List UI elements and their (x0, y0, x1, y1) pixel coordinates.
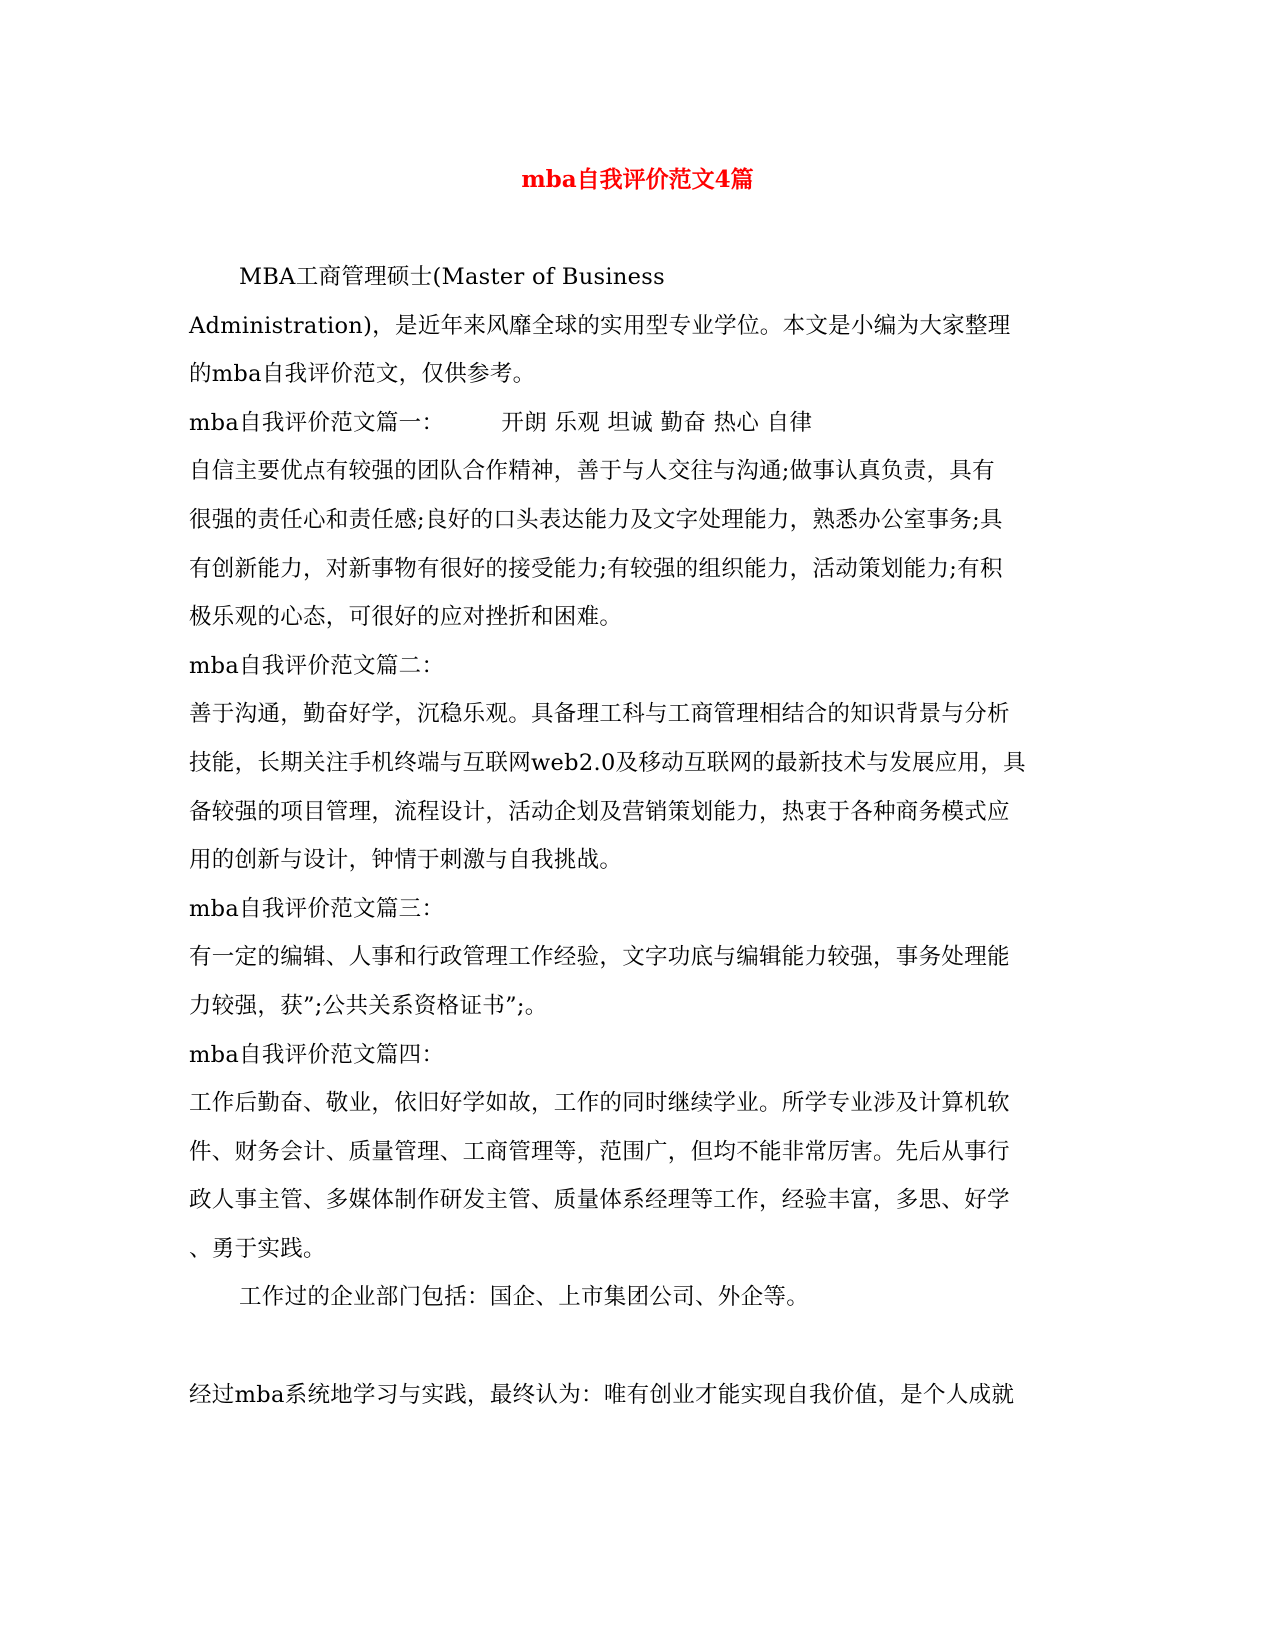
paragraph-line: 政人事主管、多媒体制作研发主管、质量体系经理等工作，经验丰富，多思、好学 (189, 1187, 1010, 1214)
document-body (189, 253, 1089, 1419)
paragraph-line: 的mba自我评价范文，仅供参考。 (189, 361, 536, 388)
paragraph-spacer (189, 1322, 1089, 1371)
section-heading-1: mba自我评价范文篇一： 开朗 乐观 坦诚 勤奋 热心 自律 (189, 409, 813, 436)
paragraph-line: 件、财务会计、质量管理、工商管理等，范围广，但均不能非常厉害。先后从事行 (189, 1138, 1010, 1165)
paragraph-line: 备较强的项目管理，流程设计，活动企划及营销策划能力，热衷于各种商务模式应 (189, 798, 1010, 825)
paragraph-line: 很强的责任心和责任感;良好的口头表达能力及文字处理能力，熟悉办公室事务;具 (189, 506, 1003, 533)
section-heading-3: mba自我评价范文篇三： (189, 895, 445, 922)
paragraph-line: 力较强，获”;公共关系资格证书”;。 (189, 992, 548, 1019)
paragraph-line: 有一定的编辑、人事和行政管理工作经验，文字功底与编辑能力较强，事务处理能 (189, 944, 1010, 971)
paragraph-line: 有创新能力，对新事物有很好的接受能力;有较强的组织能力，活动策划能力;有积 (189, 555, 1003, 582)
section-heading-4: mba自我评价范文篇四： (189, 1041, 445, 1068)
section-heading-2: mba自我评价范文篇二： (189, 652, 445, 679)
paragraph-line: 极乐观的心态，可很好的应对挫折和困难。 (189, 604, 623, 631)
paragraph-line: 自信主要优点有较强的团队合作精神，善于与人交往与沟通;做事认真负责，具有 (189, 458, 995, 485)
paragraph-line: 技能，长期关注手机终端与互联网web2.0及移动互联网的最新技术与发展应用，具 (189, 749, 1026, 776)
paragraph-line: 工作过的企业部门包括：国企、上市集团公司、外企等。 (239, 1284, 810, 1311)
document-title: mba自我评价范文4篇 (521, 166, 754, 193)
paragraph-line: Administration)，是近年来风靡全球的实用型专业学位。本文是小编为大家整理 (189, 312, 1011, 339)
paragraph-line: 用的创新与设计，钟情于刺激与自我挑战。 (189, 847, 623, 874)
paragraph-line: 经过mba系统地学习与实践，最终认为：唯有创业才能实现自我价值，是个人成就 (189, 1381, 1015, 1408)
paragraph-line: 工作后勤奋、敬业，依旧好学如故，工作的同时继续学业。所学专业涉及计算机软 (189, 1090, 1010, 1117)
paragraph-line: MBA工商管理硕士(Master of Business (239, 264, 665, 290)
paragraph-line: 善于沟通，勤奋好学，沉稳乐观。具备理工科与工商管理相结合的知识背景与分析 (189, 701, 1010, 728)
paragraph-line: 、勇于实践。 (189, 1235, 326, 1262)
